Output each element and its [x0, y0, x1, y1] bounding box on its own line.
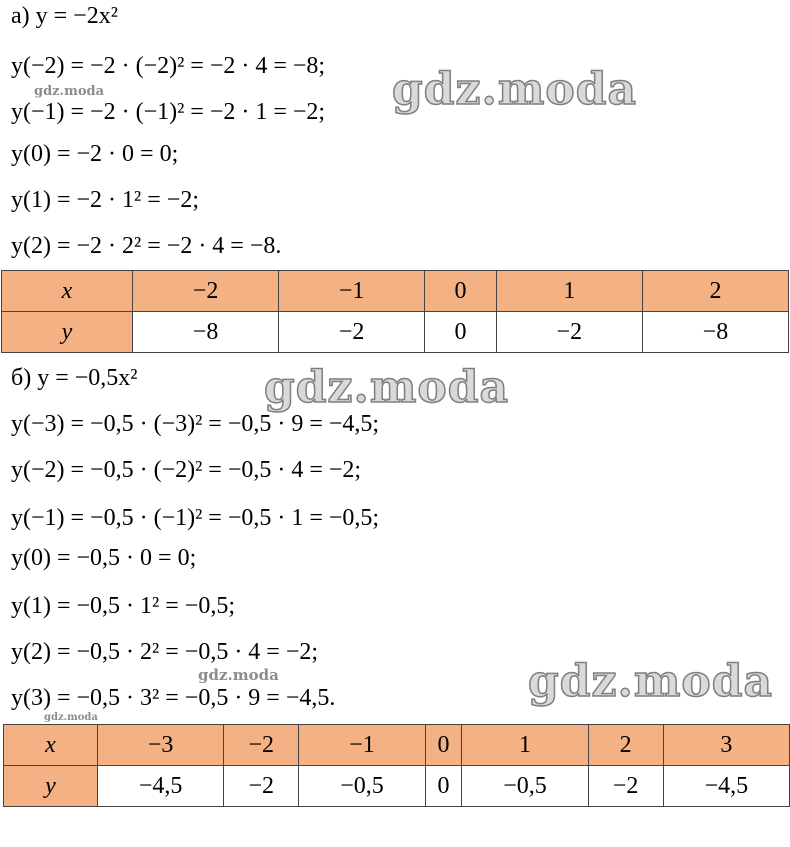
table-cell: −2 [279, 312, 425, 353]
table-header-y: y [4, 766, 98, 807]
table-cell: 2 [588, 725, 663, 766]
watermark-small: gdz.moda [44, 712, 98, 723]
table-row-y [4, 766, 790, 807]
table-row-x [4, 725, 790, 766]
table-cell: 0 [425, 725, 462, 766]
part-b-values-table [3, 724, 790, 807]
part-b-line-6: y(2) = −0,5 · 2² = −0,5 · 4 = −2; [11, 639, 319, 665]
table-cell: −1 [299, 725, 425, 766]
table-cell: −4,5 [663, 766, 789, 807]
part-b-heading: б) y = −0,5x² [11, 365, 138, 391]
table-cell: 0 [425, 271, 497, 312]
table-cell: 3 [663, 725, 789, 766]
watermark-small: gdz.moda [198, 666, 279, 684]
table-cell: 0 [425, 312, 497, 353]
table-cell: −2 [224, 766, 299, 807]
watermark: gdz.moda [264, 362, 510, 413]
table-header-y: y [2, 312, 133, 353]
part-a-line-5: y(2) = −2 · 2² = −2 · 4 = −8. [11, 233, 282, 259]
table-header-x: x [2, 271, 133, 312]
part-b-line-1: y(−3) = −0,5 · (−3)² = −0,5 · 9 = −4,5; [11, 411, 380, 437]
part-a-line-1: y(−2) = −2 · (−2)² = −2 · 4 = −8; [11, 53, 326, 79]
table-cell: −8 [133, 312, 279, 353]
part-b-line-2: y(−2) = −0,5 · (−2)² = −0,5 · 4 = −2; [11, 457, 362, 483]
table-cell: −1 [279, 271, 425, 312]
table-cell: −0,5 [299, 766, 425, 807]
part-b-line-5: y(1) = −0,5 · 1² = −0,5; [11, 593, 235, 619]
part-b-line-3: y(−1) = −0,5 · (−1)² = −0,5 · 1 = −0,5; [11, 505, 380, 531]
table-cell: −4,5 [98, 766, 224, 807]
table-row-y [2, 312, 789, 353]
part-b-line-7: y(3) = −0,5 · 3² = −0,5 · 9 = −4,5. [11, 685, 336, 711]
part-a-heading: а) y = −2x² [11, 3, 118, 29]
part-a-line-4: y(1) = −2 · 1² = −2; [11, 187, 199, 213]
table-cell: 0 [425, 766, 462, 807]
watermark: gdz.moda [392, 64, 638, 115]
part-a-line-3: y(0) = −2 · 0 = 0; [11, 141, 179, 167]
part-a-values-table [1, 270, 789, 353]
watermark-small: gdz.moda [34, 84, 105, 99]
table-row-x [2, 271, 789, 312]
table-cell: −0,5 [462, 766, 588, 807]
table-cell: 1 [496, 271, 642, 312]
table-cell: −2 [588, 766, 663, 807]
table-cell: 1 [462, 725, 588, 766]
table-cell: −8 [642, 312, 788, 353]
table-header-x: x [4, 725, 98, 766]
table-cell: 2 [642, 271, 788, 312]
table-cell: −3 [98, 725, 224, 766]
table-cell: −2 [496, 312, 642, 353]
table-cell: −2 [133, 271, 279, 312]
watermark: gdz.moda [528, 656, 774, 707]
table-cell: −2 [224, 725, 299, 766]
part-b-line-4: y(0) = −0,5 · 0 = 0; [11, 545, 197, 571]
part-a-line-2: y(−1) = −2 · (−1)² = −2 · 1 = −2; [11, 99, 326, 125]
